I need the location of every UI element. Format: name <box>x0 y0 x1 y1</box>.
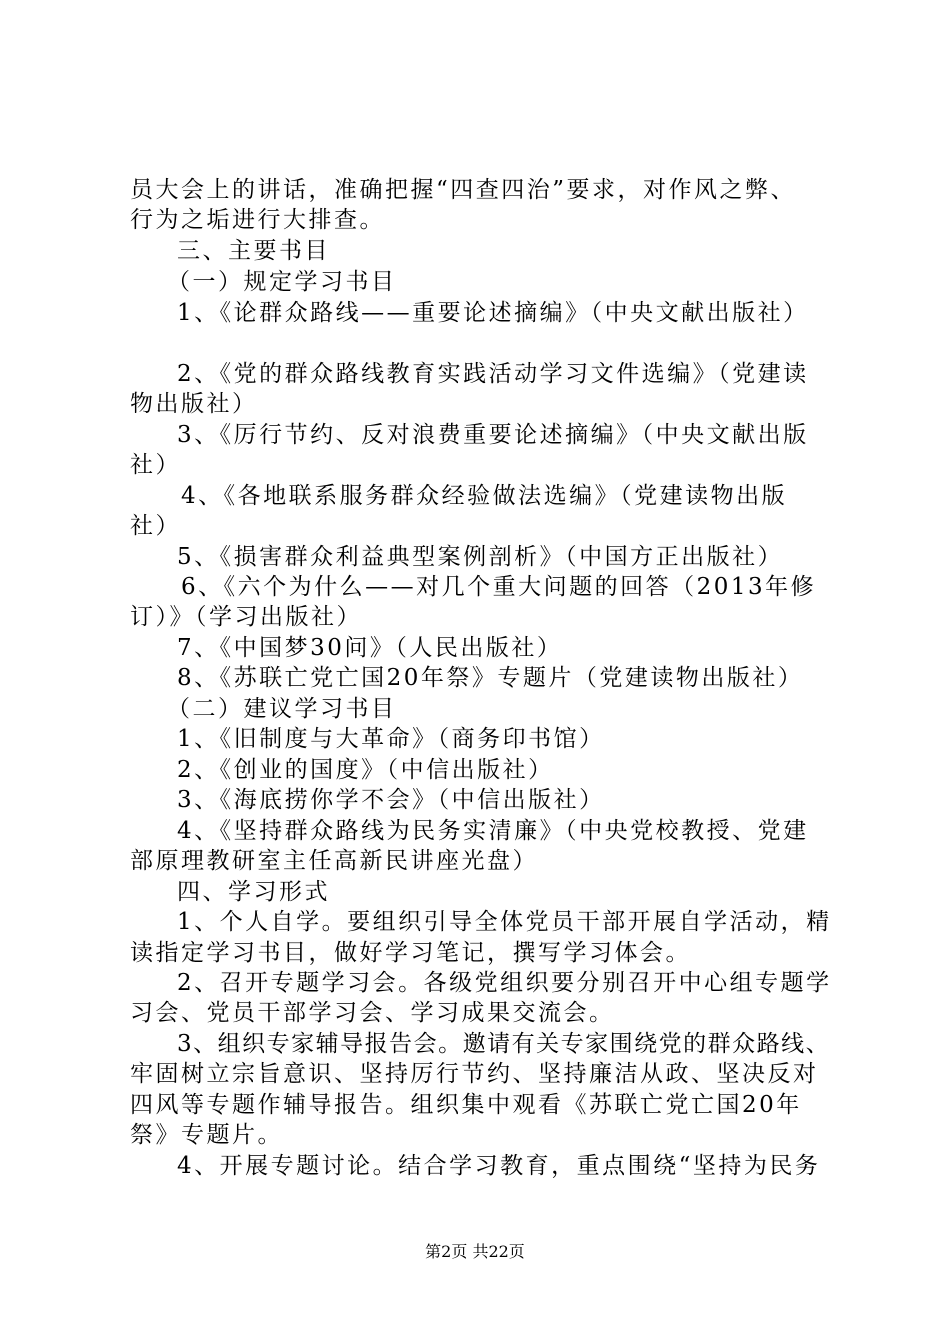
list-item: 7、《中国梦30问》（人民出版社） <box>177 635 563 661</box>
text-line: 社） <box>130 452 181 478</box>
list-item: 3、组织专家辅导报告会。邀请有关专家围绕党的群众路线、 <box>177 1031 831 1057</box>
text-line: 行为之垢进行大排查。 <box>130 207 385 233</box>
list-item: 8、《苏联亡党亡国20年祭》专题片（党建读物出版社） <box>177 665 804 691</box>
text-line: 员大会上的讲话，准确把握“四查四治”要求，对作风之弊、 <box>130 177 797 203</box>
text-line: 祭》专题片。 <box>130 1122 283 1148</box>
list-item: 1、个人自学。要组织引导全体党员干部开展自学活动，精 <box>177 909 832 935</box>
subsection-heading: （一）规定学习书目 <box>167 269 397 295</box>
list-item: 1、《论群众路线——重要论述摘编》（中央文献出版社） <box>177 300 809 326</box>
page-footer: 第2页 共22页 <box>425 1242 525 1261</box>
text-line: 牢固树立宗旨意识、坚持厉行节约、坚持廉洁从政、坚决反对 <box>130 1061 819 1087</box>
list-item: 5、《损害群众利益典型案例剖析》（中国方正出版社） <box>177 544 784 570</box>
list-item: 4、《各地联系服务群众经验做法选编》（党建读物出版 <box>181 483 788 509</box>
text-line: 社） <box>130 513 181 539</box>
section-heading: 三、主要书目 <box>177 238 330 264</box>
list-item: 2、《创业的国度》（中信出版社） <box>177 757 554 783</box>
text-line: 读指定学习书目，做好学习笔记，撰写学习体会。 <box>130 940 691 966</box>
subsection-heading: （二）建议学习书目 <box>167 696 397 722</box>
text-line: 订）》（学习出版社） <box>130 604 362 630</box>
text-line: 四风等专题作辅导报告。组织集中观看《苏联亡党亡国20年 <box>130 1092 802 1118</box>
list-item: 2、《党的群众路线教育实践活动学习文件选编》（党建读 <box>177 361 809 387</box>
text-line: 部原理教研室主任高新民讲座光盘） <box>130 848 538 874</box>
text-line: 物出版社） <box>130 391 258 417</box>
list-item: 2、召开专题学习会。各级党组织要分别召开中心组专题学 <box>177 970 832 996</box>
list-item: 4、开展专题讨论。结合学习教育，重点围绕“坚持为民务 <box>177 1153 821 1179</box>
list-item: 1、《旧制度与大革命》（商务印书馆） <box>177 726 605 752</box>
list-item: 3、《厉行节约、反对浪费重要论述摘编》（中央文献出版 <box>177 422 809 448</box>
list-item: 4、《坚持群众路线为民务实清廉》（中央党校教授、党建 <box>177 818 809 844</box>
text-line: 习会、党员干部学习会、学习成果交流会。 <box>130 1000 615 1026</box>
section-heading: 四、学习形式 <box>177 879 330 905</box>
list-item: 3、《海底捞你学不会》（中信出版社） <box>177 787 605 813</box>
list-item: 6、《六个为什么——对几个重大问题的回答（2013年修 <box>181 574 817 600</box>
